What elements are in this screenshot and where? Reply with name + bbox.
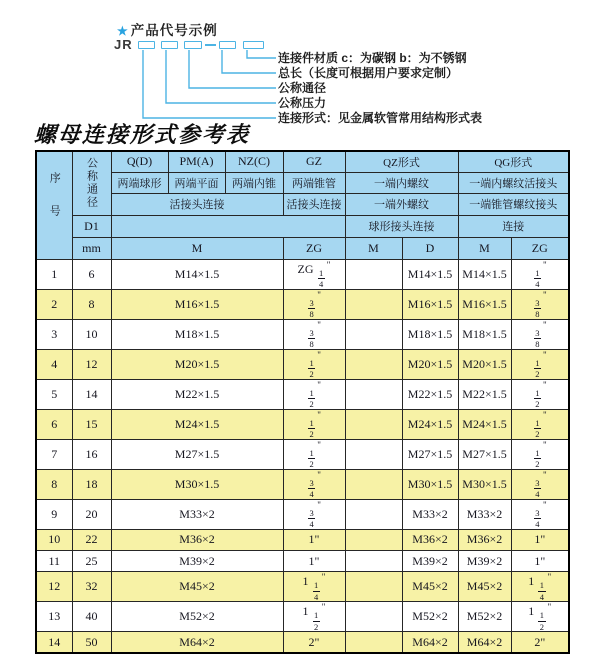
cell-qz-d: M52×2 — [402, 602, 458, 632]
header-end-2: 两端内锥 — [225, 172, 283, 193]
cell-dn-mm: 32 — [72, 572, 111, 602]
cell-dn-mm: 8 — [72, 289, 111, 319]
cell-qz-d: M27×1.5 — [402, 439, 458, 469]
cell-qg-m: M27×1.5 — [458, 439, 511, 469]
header-mm: mm — [72, 237, 111, 259]
header-end-0: 两端球形 — [111, 172, 168, 193]
cell-seq: 11 — [36, 550, 72, 571]
header-unit-qz-m: M — [345, 237, 402, 259]
cell-qg-m: M18×1.5 — [458, 319, 511, 349]
header-form-pm: PM(A) — [168, 151, 225, 172]
cell-dn-mm: 40 — [72, 602, 111, 632]
cell-qg-m: M36×2 — [458, 529, 511, 550]
cell-dn-mm: 25 — [72, 550, 111, 571]
cell-qg-m: M64×2 — [458, 632, 511, 653]
cell-qg-zg: 1 $\frac{1}{2}$ " — [511, 602, 569, 632]
diagram-label-pressure: 公称压力 — [278, 96, 327, 110]
cell-qz-m — [345, 572, 402, 602]
cell-qg-m: M39×2 — [458, 550, 511, 571]
cell-dn-mm: 14 — [72, 379, 111, 409]
cell-dn-mm: 6 — [72, 259, 111, 289]
cell-seq: 1 — [36, 259, 72, 289]
cell-seq: 12 — [36, 572, 72, 602]
table-row — [36, 259, 569, 289]
cell-seq: 7 — [36, 439, 72, 469]
cell-gz-zg: $\frac{3}{4}$ " — [283, 499, 345, 529]
cell-gz-zg: $\frac{3}{8}$ " — [283, 289, 345, 319]
cell-qg-m: M30×1.5 — [458, 469, 511, 499]
cell-thread-m: M30×1.5 — [111, 469, 283, 499]
cell-gz-zg: $\frac{1}{2}$ " — [283, 379, 345, 409]
cell-dn-mm: 22 — [72, 529, 111, 550]
cell-qg-zg: 1 $\frac{1}{4}$ " — [511, 572, 569, 602]
header-end-5: 一端内螺纹活接头 — [458, 172, 569, 193]
header-join-3: 一端锥管螺纹接头 — [458, 193, 569, 215]
cell-thread-m: M52×2 — [111, 602, 283, 632]
diagram-title-text: 产品代号示例 — [130, 23, 218, 38]
diagram-label-diameter: 公称通径 — [278, 81, 327, 95]
table-header — [36, 151, 569, 259]
cell-gz-zg: 2" — [283, 632, 345, 653]
cell-dn-mm: 18 — [72, 469, 111, 499]
cell-thread-m: M45×2 — [111, 572, 283, 602]
table-row — [36, 602, 569, 632]
header-unit-zg: ZG — [283, 237, 345, 259]
cell-qg-zg: 1" — [511, 529, 569, 550]
cell-qg-m: M22×1.5 — [458, 379, 511, 409]
cell-seq: 8 — [36, 469, 72, 499]
cell-qz-d: M30×1.5 — [402, 469, 458, 499]
header-join2-1: 连接 — [458, 215, 569, 237]
cell-thread-m: M39×2 — [111, 550, 283, 571]
cell-thread-m: M24×1.5 — [111, 409, 283, 439]
table-row — [36, 469, 569, 499]
cell-seq: 10 — [36, 529, 72, 550]
cell-seq: 9 — [36, 499, 72, 529]
header-unit-m: M — [111, 237, 283, 259]
header-seq: 序号 — [36, 151, 72, 259]
cell-dn-mm: 15 — [72, 409, 111, 439]
table-row — [36, 529, 569, 550]
header-diameter: 公称通径 — [72, 151, 111, 215]
cell-qz-d: M14×1.5 — [402, 259, 458, 289]
table-row — [36, 289, 569, 319]
cell-qg-zg: $\frac{1}{2}$ " — [511, 349, 569, 379]
cell-thread-m: M16×1.5 — [111, 289, 283, 319]
cell-qz-m — [345, 529, 402, 550]
cell-seq: 13 — [36, 602, 72, 632]
product-code-prefix: JR — [114, 37, 133, 52]
table-row — [36, 409, 569, 439]
cell-seq: 5 — [36, 379, 72, 409]
table-row — [36, 550, 569, 571]
header-d1: D1 — [72, 215, 111, 237]
cell-seq: 6 — [36, 409, 72, 439]
cell-qg-m: M52×2 — [458, 602, 511, 632]
cell-gz-zg: $\frac{1}{2}$ " — [283, 349, 345, 379]
header-form-qg: QG形式 — [458, 151, 569, 172]
cell-dn-mm: 20 — [72, 499, 111, 529]
diagram-label-form: 连接形式：见金属软管常用结构形式表 — [278, 111, 483, 125]
cell-qz-d: M33×2 — [402, 499, 458, 529]
cell-dn-mm: 16 — [72, 439, 111, 469]
header-form-qz: QZ形式 — [345, 151, 458, 172]
table-row — [36, 319, 569, 349]
cell-qz-d: M22×1.5 — [402, 379, 458, 409]
cell-qg-zg: $\frac{1}{4}$ " — [511, 259, 569, 289]
product-code-diagram — [0, 0, 600, 132]
cell-thread-m: M36×2 — [111, 529, 283, 550]
header-unit-qg-m: M — [458, 237, 511, 259]
cell-qz-m — [345, 469, 402, 499]
cell-seq: 14 — [36, 632, 72, 653]
cell-qz-m — [345, 632, 402, 653]
header-unit-qz-d: D — [402, 237, 458, 259]
cell-qg-m: M24×1.5 — [458, 409, 511, 439]
cell-qz-m — [345, 550, 402, 571]
cell-qg-zg: 2" — [511, 632, 569, 653]
cell-qz-d: M20×1.5 — [402, 349, 458, 379]
cell-dn-mm: 10 — [72, 319, 111, 349]
cell-qz-m — [345, 379, 402, 409]
header-form-gz: GZ — [283, 151, 345, 172]
cell-seq: 3 — [36, 319, 72, 349]
page-title: 螺母连接形式参考表 — [33, 122, 251, 147]
cell-qg-zg: $\frac{1}{2}$ " — [511, 379, 569, 409]
header-form-qd: Q(D) — [111, 151, 168, 172]
cell-qz-m — [345, 259, 402, 289]
cell-qz-d: M45×2 — [402, 572, 458, 602]
cell-qz-m — [345, 409, 402, 439]
header-end-3: 两端锥管 — [283, 172, 345, 193]
star-icon: ★ — [117, 24, 129, 38]
header-join-1: 活接头连接 — [283, 193, 345, 215]
cell-thread-m: M20×1.5 — [111, 349, 283, 379]
cell-qz-m — [345, 319, 402, 349]
table-row — [36, 379, 569, 409]
cell-thread-m: M22×1.5 — [111, 379, 283, 409]
header-end-4: 一端内螺纹 — [345, 172, 458, 193]
cell-seq: 4 — [36, 349, 72, 379]
cell-qz-m — [345, 439, 402, 469]
cell-qg-zg: $\frac{1}{2}$ " — [511, 409, 569, 439]
cell-gz-zg: $\frac{3}{4}$ " — [283, 469, 345, 499]
cell-gz-zg: 1" — [283, 529, 345, 550]
table-row — [36, 439, 569, 469]
table-row — [36, 349, 569, 379]
table-row — [36, 632, 569, 653]
cell-gz-zg: ZG $\frac{1}{4}$ " — [283, 259, 345, 289]
reference-table — [35, 150, 570, 654]
cell-qz-m — [345, 349, 402, 379]
cell-thread-m: M18×1.5 — [111, 319, 283, 349]
cell-gz-zg: $\frac{3}{8}$ " — [283, 319, 345, 349]
cell-qz-m — [345, 289, 402, 319]
cell-thread-m: M27×1.5 — [111, 439, 283, 469]
cell-qg-m: M33×2 — [458, 499, 511, 529]
header-empty — [111, 215, 345, 237]
cell-thread-m: M64×2 — [111, 632, 283, 653]
cell-qz-m — [345, 602, 402, 632]
cell-qg-m: M16×1.5 — [458, 289, 511, 319]
cell-qg-zg: $\frac{3}{4}$ " — [511, 499, 569, 529]
cell-gz-zg: 1 $\frac{1}{2}$ " — [283, 602, 345, 632]
cell-thread-m: M14×1.5 — [111, 259, 283, 289]
cell-qz-d: M24×1.5 — [402, 409, 458, 439]
cell-qg-zg: $\frac{1}{2}$ " — [511, 439, 569, 469]
diagram-label-material: 连接件材质 c：为碳钢 b：为不锈钢 — [278, 51, 467, 65]
cell-gz-zg: 1 $\frac{1}{4}$ " — [283, 572, 345, 602]
table-row — [36, 572, 569, 602]
cell-dn-mm: 12 — [72, 349, 111, 379]
header-unit-qg-zg: ZG — [511, 237, 569, 259]
cell-qz-d: M39×2 — [402, 550, 458, 571]
header-join2-0: 球形接头连接 — [345, 215, 458, 237]
cell-qg-zg: $\frac{3}{4}$ " — [511, 469, 569, 499]
cell-qz-m — [345, 499, 402, 529]
cell-qz-d: M36×2 — [402, 529, 458, 550]
cell-dn-mm: 50 — [72, 632, 111, 653]
header-join-2: 一端外螺纹 — [345, 193, 458, 215]
cell-qg-zg: 1" — [511, 550, 569, 571]
cell-thread-m: M33×2 — [111, 499, 283, 529]
header-join-0: 活接头连接 — [111, 193, 283, 215]
cell-qg-m: M20×1.5 — [458, 349, 511, 379]
cell-gz-zg: $\frac{1}{2}$ " — [283, 409, 345, 439]
cell-qz-d: M18×1.5 — [402, 319, 458, 349]
header-form-nz: NZ(C) — [225, 151, 283, 172]
cell-qz-d: M16×1.5 — [402, 289, 458, 319]
cell-qg-zg: $\frac{3}{8}$ " — [511, 289, 569, 319]
cell-qz-d: M64×2 — [402, 632, 458, 653]
cell-gz-zg: $\frac{1}{2}$ " — [283, 439, 345, 469]
table-row — [36, 499, 569, 529]
cell-qg-zg: $\frac{3}{8}$ " — [511, 319, 569, 349]
header-end-1: 两端平面 — [168, 172, 225, 193]
cell-seq: 2 — [36, 289, 72, 319]
cell-qg-m: M14×1.5 — [458, 259, 511, 289]
cell-gz-zg: 1" — [283, 550, 345, 571]
table-body — [36, 259, 569, 653]
diagram-label-length: 总长（长度可根据用户要求定制） — [278, 66, 459, 80]
cell-qg-m: M45×2 — [458, 572, 511, 602]
